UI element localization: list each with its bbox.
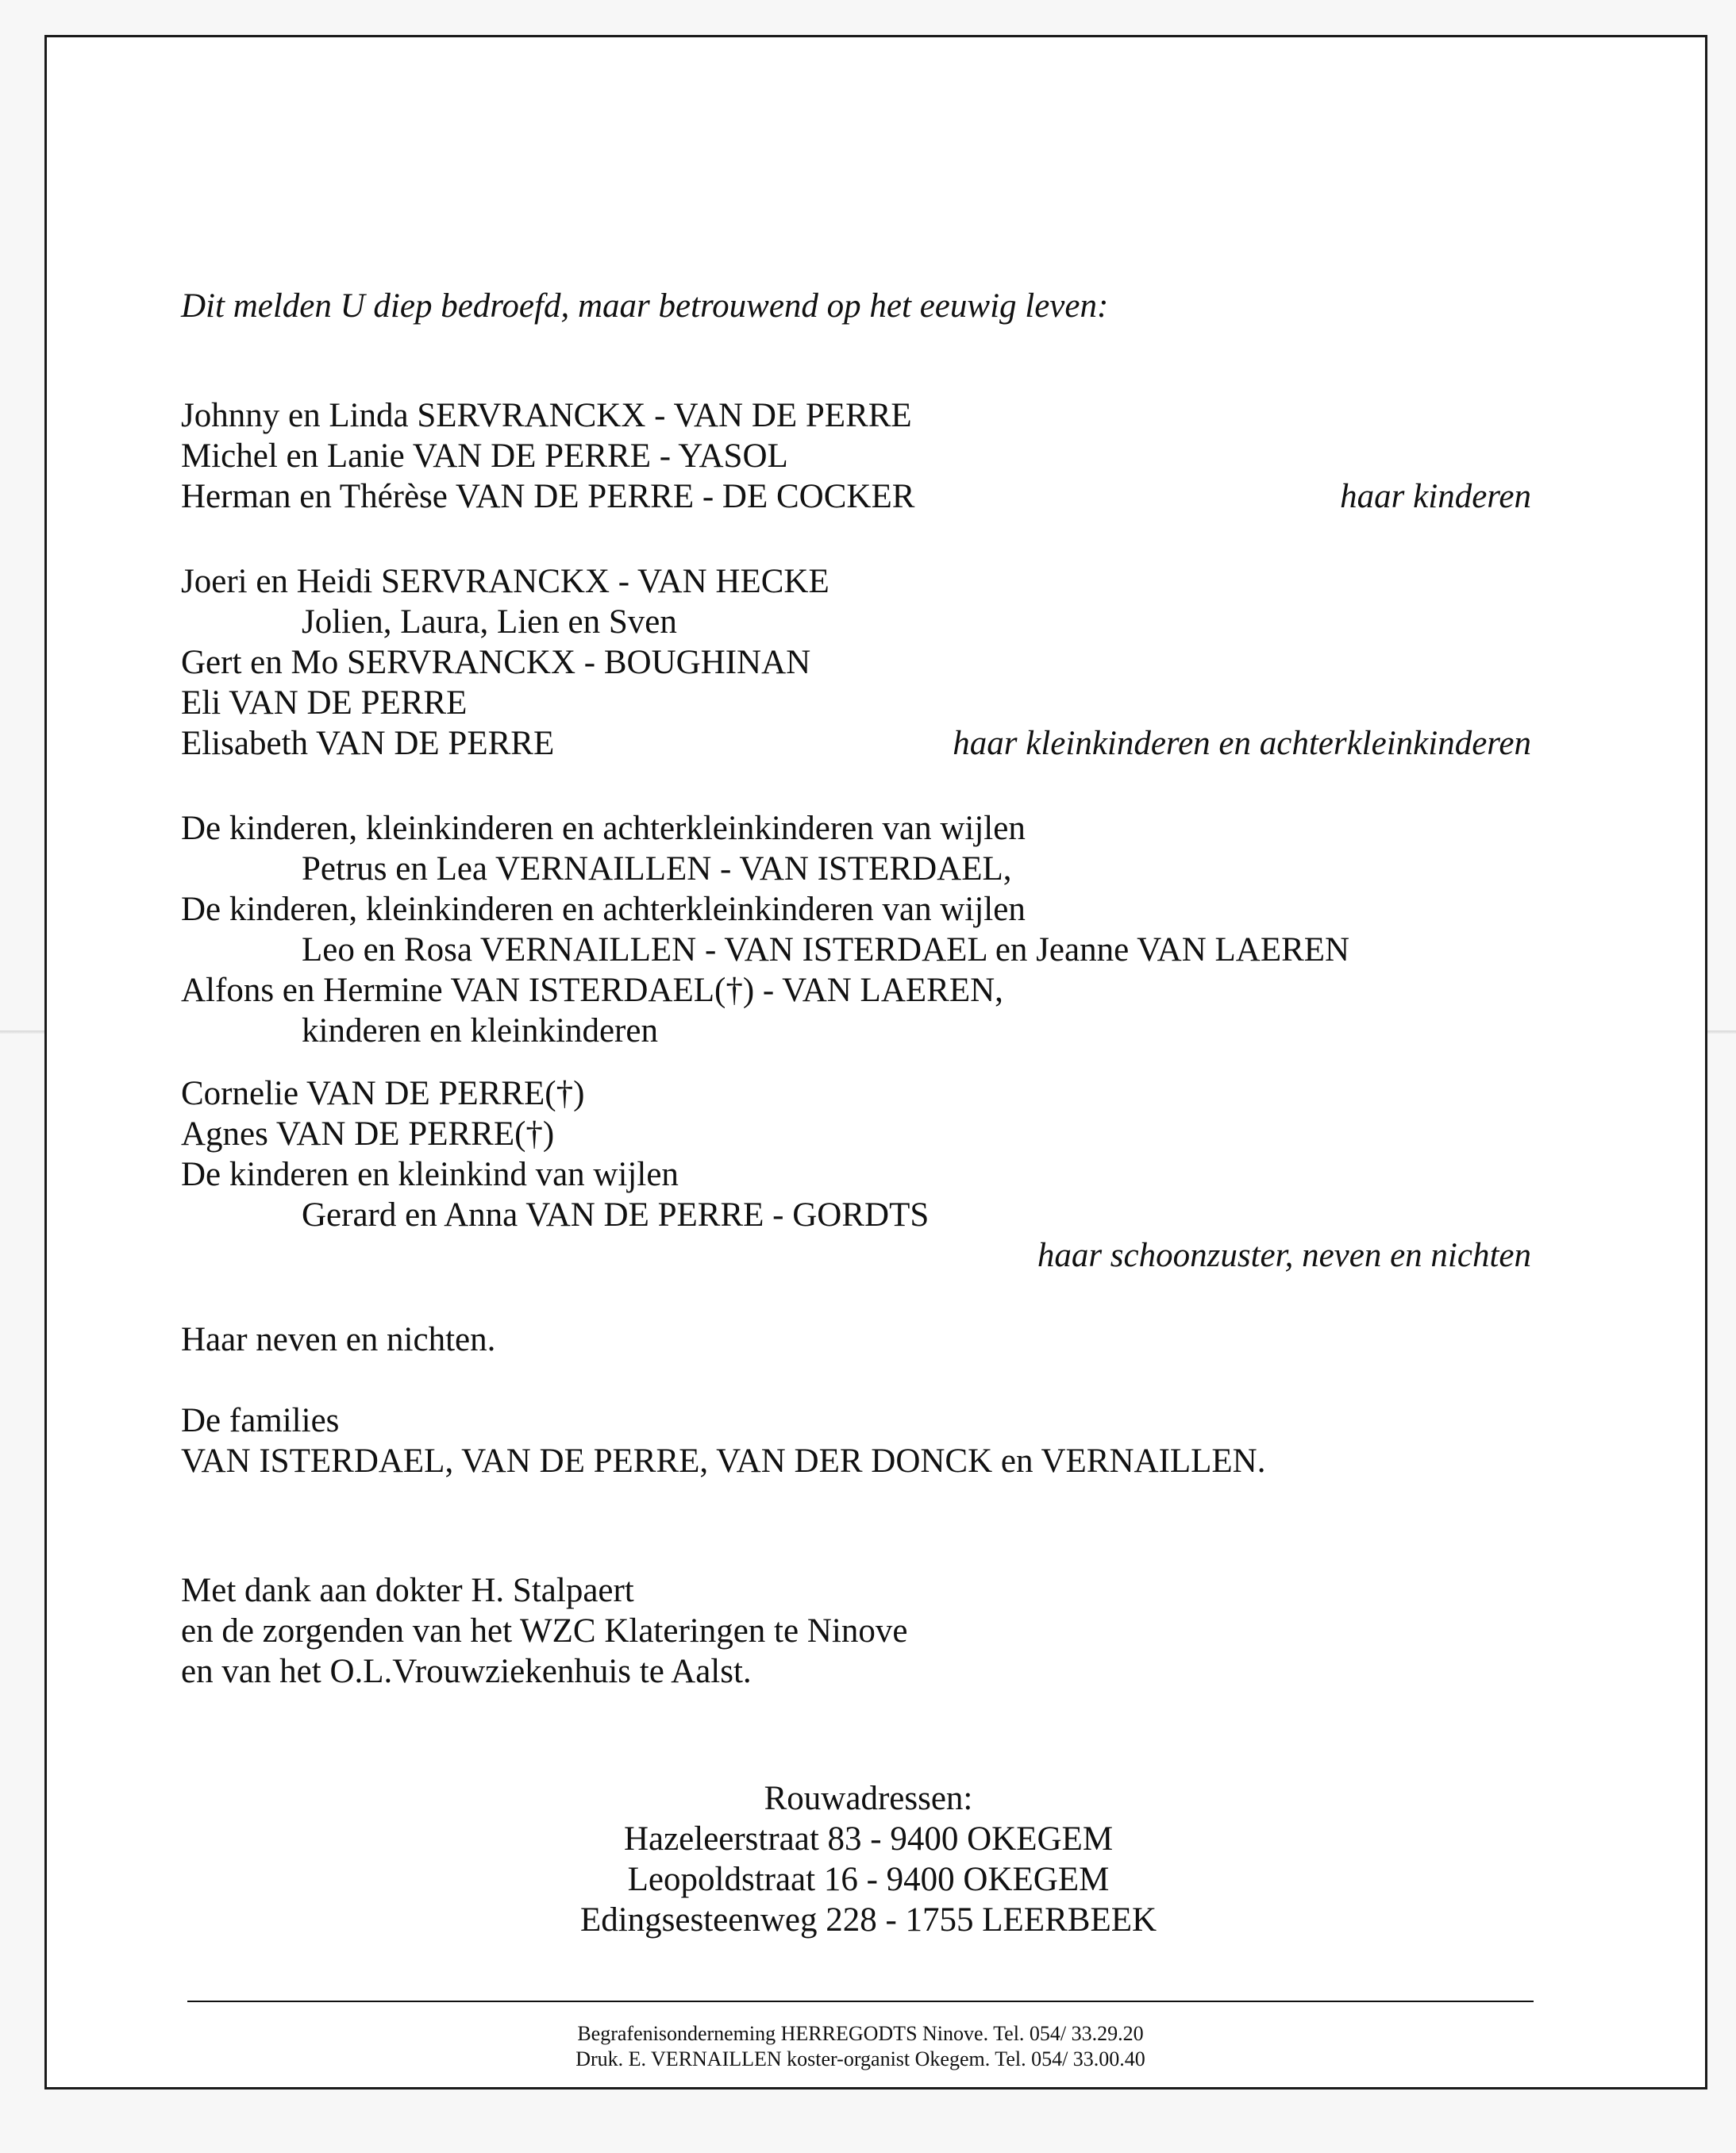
thanks-line-3: en van het O.L.Vrouwziekenhuis te Aalst. <box>181 1653 752 1690</box>
relatives-line-3: De kinderen, kleinkinderen en achterkleinkinderen van wijlen <box>181 891 1026 928</box>
intro-text: Dit melden U diep bedroefd, maar betrouwend op het eeuwig leven: <box>181 287 1109 325</box>
thanks-line-1: Met dank aan dokter H. Stalpaert <box>181 1572 634 1609</box>
addresses-title: Rouwadressen: <box>764 1780 973 1817</box>
grandchildren-line-3: Gert en Mo SERVRANCKX - BOUGHINAN <box>181 644 811 681</box>
relatives-line-6: kinderen en kleinkinderen <box>302 1012 658 1050</box>
thanks-line-2: en de zorgenden van het WZC Klateringen te Ninove <box>181 1612 908 1650</box>
families-names: VAN ISTERDAEL, VAN DE PERRE, VAN DER DONCK en VERNAILLEN. <box>181 1442 1266 1480</box>
relatives-line-9: De kinderen en kleinkind van wijlen <box>181 1156 679 1193</box>
children-line-3: Herman en Thérèse VAN DE PERRE - DE COCKER <box>181 478 915 515</box>
footer-rule <box>187 2001 1534 2002</box>
relatives-role: haar schoonzuster, neven en nichten <box>1037 1237 1531 1274</box>
relatives-line-4: Leo en Rosa VERNAILLEN - VAN ISTERDAEL en Jeanne VAN LAEREN <box>302 931 1350 969</box>
address-line-3: Edingsesteenweg 228 - 1755 LEERBEEK <box>579 1901 1157 1939</box>
relatives-line-2: Petrus en Lea VERNAILLEN - VAN ISTERDAEL, <box>302 850 1012 888</box>
families-label: De families <box>181 1402 340 1439</box>
grandchildren-line-4: Eli VAN DE PERRE <box>181 684 468 722</box>
children-role: haar kinderen <box>1340 478 1531 515</box>
grandchildren-role: haar kleinkinderen en achterkleinkinderen <box>953 725 1531 762</box>
cousins-text: Haar neven en nichten. <box>181 1321 496 1358</box>
footer-line-2: Druk. E. VERNAILLEN koster-organist Okegem. Tel. 054/ 33.00.40 <box>575 2047 1145 2070</box>
relatives-line-1: De kinderen, kleinkinderen en achterkleinkinderen van wijlen <box>181 810 1026 847</box>
address-line-1: Hazeleerstraat 83 - 9400 OKEGEM <box>623 1820 1114 1858</box>
relatives-line-8: Agnes VAN DE PERRE(†) <box>181 1115 555 1153</box>
children-line-1: Johnny en Linda SERVRANCKX - VAN DE PERRE <box>181 397 912 434</box>
address-line-2: Leopoldstraat 16 - 9400 OKEGEM <box>627 1861 1110 1898</box>
grandchildren-line-1: Joeri en Heidi SERVRANCKX - VAN HECKE <box>181 563 830 600</box>
grandchildren-line-5: Elisabeth VAN DE PERRE <box>181 725 555 762</box>
footer-line-1: Begrafenisonderneming HERREGODTS Ninove. Tel. 054/ 33.29.20 <box>577 2022 1144 2045</box>
children-line-2: Michel en Lanie VAN DE PERRE - YASOL <box>181 437 788 475</box>
relatives-line-5: Alfons en Hermine VAN ISTERDAEL(†) - VAN LAEREN, <box>181 972 1003 1009</box>
relatives-line-7: Cornelie VAN DE PERRE(†) <box>181 1075 585 1112</box>
grandchildren-line-2: Jolien, Laura, Lien en Sven <box>302 603 677 641</box>
relatives-line-10: Gerard en Anna VAN DE PERRE - GORDTS <box>302 1196 930 1234</box>
